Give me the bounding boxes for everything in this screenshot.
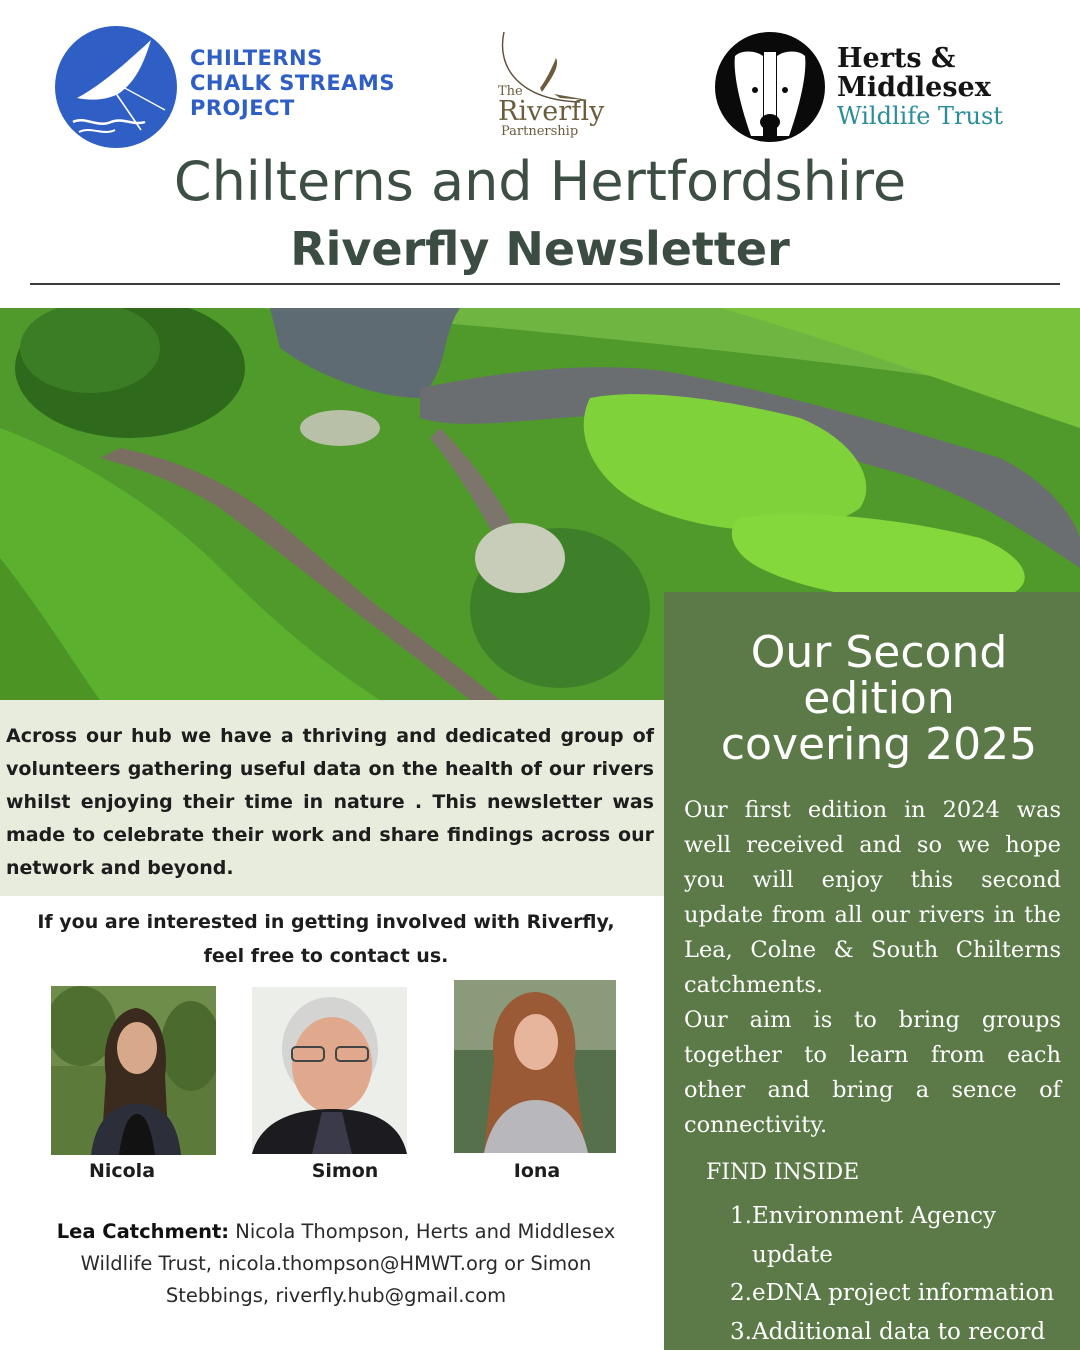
hmwt-name <box>837 44 1003 131</box>
hmwt-badger-logo <box>715 32 825 142</box>
hmwt-name-line2: Middlesex <box>837 73 1003 102</box>
riverfly-logo-name: Riverfly <box>498 96 605 127</box>
edition-title-line1: Our Second <box>664 630 1080 676</box>
find-item-number: 1. <box>730 1197 752 1274</box>
hmwt-name-line3: Wildlife Trust <box>837 102 1003 131</box>
find-item-text: Additional data to record <box>752 1313 1045 1351</box>
find-inside-item <box>730 1197 1080 1274</box>
iona-photo <box>454 980 616 1153</box>
find-inside-item <box>730 1274 1080 1313</box>
find-item-text: eDNA project information <box>752 1274 1054 1313</box>
chilterns-chalk-streams-logo <box>55 26 177 148</box>
contact-line1: If you are interested in getting involved with Riverfly, <box>20 905 632 939</box>
riverfly-logo-partnership: Partnership <box>501 124 578 139</box>
person-name-simon: Simon <box>285 1160 405 1182</box>
header-divider <box>30 283 1060 285</box>
contact-invitation <box>20 905 632 973</box>
newsletter-subtitle: Riverfly Newsletter <box>0 222 1080 276</box>
newsletter-title: Chilterns and Hertfordshire <box>0 150 1080 213</box>
person-name-iona: Iona <box>477 1160 597 1182</box>
contact-line2: feel free to contact us. <box>20 939 632 973</box>
chilterns-project-name <box>190 46 395 121</box>
find-inside-list <box>730 1197 1080 1351</box>
nicola-photo <box>51 986 216 1155</box>
simon-photo <box>252 987 407 1154</box>
chilterns-name-line3: PROJECT <box>190 96 395 121</box>
riverfly-logo-the: The <box>498 84 523 99</box>
intro-paragraph: Across our hub we have a thriving and dedicated group of volunteers gathering useful data on the health of our rivers whilst enjoying their time in nature . This newsletter was made to celebrate their work and share findings across our network and beyond. <box>6 720 654 885</box>
edition-paragraph-1: Our first edition in 2024 was well received and so we hope you will enjoy this second update from all our rivers in the Lea, Colne & South Chilterns catchments. <box>684 793 1061 1003</box>
find-item-number: 3. <box>730 1313 752 1351</box>
riverfly-partnership-logo <box>490 28 610 143</box>
lea-catchment-label: Lea Catchment: <box>57 1220 229 1243</box>
person-name-nicola: Nicola <box>62 1160 182 1182</box>
edition-title <box>664 630 1080 768</box>
edition-paragraph-2: Our aim is to bring groups together to learn from each other and bring a sence of connectivity. <box>684 1003 1061 1143</box>
lea-catchment-contact <box>30 1216 642 1312</box>
edition-description <box>684 793 1061 1143</box>
lea-catchment-details: Nicola Thompson, Herts and Middlesex Wildlife Trust, nicola.thompson@HMWT.org or Simon Stebbings, riverfly.hub@gmail.com <box>81 1220 616 1307</box>
find-item-text: Environment Agency update <box>752 1197 1080 1274</box>
find-inside-item <box>730 1313 1080 1351</box>
chilterns-name-line1: CHILTERNS <box>190 46 395 71</box>
edition-title-line2: edition <box>664 676 1080 722</box>
edition-title-line3: covering 2025 <box>664 722 1080 768</box>
find-item-number: 2. <box>730 1274 752 1313</box>
hmwt-name-line1: Herts & <box>837 44 1003 73</box>
find-inside-heading: FIND INSIDE <box>706 1160 859 1185</box>
chilterns-name-line2: CHALK STREAMS <box>190 71 395 96</box>
